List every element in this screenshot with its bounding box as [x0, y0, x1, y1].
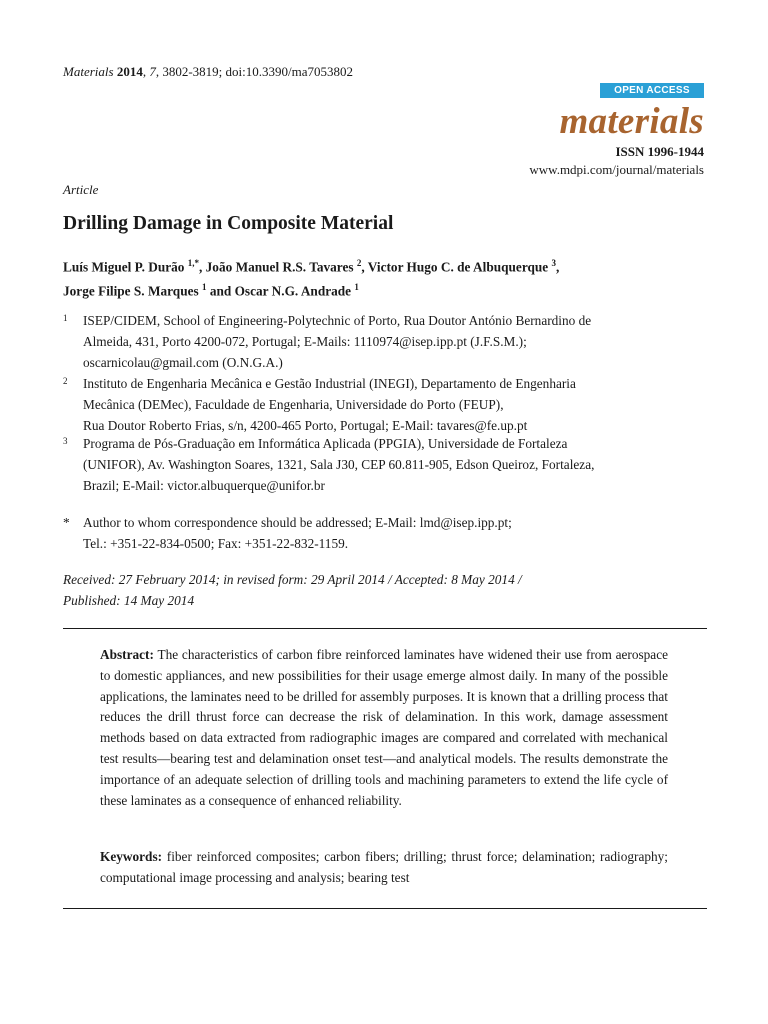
author-line-1 — [63, 253, 559, 277]
keywords — [100, 847, 668, 889]
author-affil-marker: 1 — [354, 282, 359, 293]
author-name: and Oscar N.G. Andrade — [206, 283, 352, 299]
correspondence-marker: * — [63, 515, 70, 530]
affiliation-line: Almeida, 431, Porto 4200-072, Portugal; E-Mails: 1110974@isep.ipp.pt (J.F.S.M.); — [83, 334, 527, 349]
affiliation-line: (UNIFOR), Av. Washington Soares, 1321, Sala J30, CEP 60.811-905, Edson Queiroz, Fortaleza, — [83, 457, 595, 472]
citation-year: 2014 — [116, 64, 143, 79]
article-type: Article — [63, 182, 99, 197]
correspondence-note — [63, 512, 703, 554]
abstract — [100, 645, 668, 811]
journal-logo-text: materials — [559, 101, 704, 142]
affiliation-line: Mecânica (DEMec), Faculdade de Engenharia, Universidade do Porto (FEUP), — [83, 397, 504, 412]
dates-line: Published: 14 May 2014 — [63, 593, 195, 608]
open-access-badge: OPEN ACCESS — [600, 83, 704, 98]
divider-bottom — [63, 908, 707, 909]
citation-line: Materials 2014, 7, 3802-3819; doi:10.3390/ma7053802 — [63, 64, 353, 79]
author-affil-marker: 2 — [356, 258, 362, 268]
affiliation-number: 1 — [63, 313, 68, 323]
affiliation-line: Instituto de Engenharia Mecânica e Gestão Industrial (INEGI), Departamento de Engenharia — [83, 376, 576, 391]
author-line-2 — [63, 277, 559, 301]
affiliation-1 — [63, 310, 693, 373]
affiliation-line: Programa de Pós-Graduação em Informática Aplicada (PPGIA), Universidade de Fortaleza — [83, 436, 568, 451]
correspondence-line: Tel.: +351-22-834-0500; Fax: +351-22-832-1159. — [83, 536, 349, 551]
keywords-text: fiber reinforced composites; carbon fibers; drilling; thrust force; delamination; radiography; computational image processing and analysis; bearing test — [100, 849, 668, 885]
article-title: Drilling Damage in Composite Material — [63, 213, 394, 234]
author-affil-marker: 1,* — [187, 258, 199, 268]
affiliation-line: ISEP/CIDEM, School of Engineering-Polytechnic of Porto, Rua Doutor António Bernardino de — [83, 313, 592, 328]
citation-rest: , 3802-3819; doi:10.3390/ma7053802 — [155, 64, 353, 79]
correspondence-line: Author to whom correspondence should be addressed; E-Mail: lmd@isep.ipp.pt; — [83, 515, 512, 530]
affiliation-line: oscarnicolau@gmail.com (O.N.G.A.) — [83, 355, 283, 370]
author-name: , João Manuel R.S. Tavares — [199, 259, 354, 275]
affiliation-line: Rua Doutor Roberto Frias, s/n, 4200-465 Porto, Portugal; E-Mail: tavares@fe.up.pt — [83, 418, 528, 433]
affiliation-line: Brazil; E-Mail: victor.albuquerque@unifor.br — [83, 478, 325, 493]
author-name: Jorge Filipe S. Marques — [63, 283, 199, 299]
abstract-text: The characteristics of carbon fibre reinforced laminates have widened their use from aerospace to domestic appliances, and new possibilities for their usage emerge almost daily. In many of the possible applications, the laminates need to be drilled for assembly purposes. It is known that a drilling process that reduces the drill thrust force can decrease the risk of delamination. In this work, damage assessment methods based on data extracted from radiographic images are compared and correlated with mechanical test results—bearing test and delamination onset test—and analytical models. The results demonstrate the importance of an adequate selection of drilling tools and machining parameters to extend the life cycle of these laminates as a consequence of enhanced reliability. — [100, 647, 668, 808]
keywords-label: Keywords: — [100, 849, 163, 864]
author-affil-marker: 1 — [202, 282, 207, 293]
affiliation-number: 3 — [63, 436, 68, 446]
author-name: , Victor Hugo C. de Albuquerque — [361, 259, 549, 275]
affiliation-2 — [63, 373, 693, 436]
citation-volume: 7 — [149, 64, 156, 79]
issn: ISSN 1996-1944 — [615, 144, 704, 159]
dates-line: Received: 27 February 2014; in revised form: 29 April 2014 / Accepted: 8 May 2014 / — [63, 572, 522, 587]
divider-top — [63, 628, 707, 629]
affiliation-number: 2 — [63, 376, 68, 386]
author-name: Luís Miguel P. Durão — [63, 259, 185, 275]
journal-url[interactable]: www.mdpi.com/journal/materials — [529, 162, 704, 177]
author-list — [63, 253, 559, 302]
affiliation-3 — [63, 433, 693, 496]
abstract-label: Abstract: — [100, 647, 154, 662]
author-separator: , — [556, 259, 560, 275]
author-affil-marker: 3 — [551, 258, 557, 268]
publication-dates — [63, 569, 703, 611]
citation-journal: Materials — [63, 64, 114, 79]
